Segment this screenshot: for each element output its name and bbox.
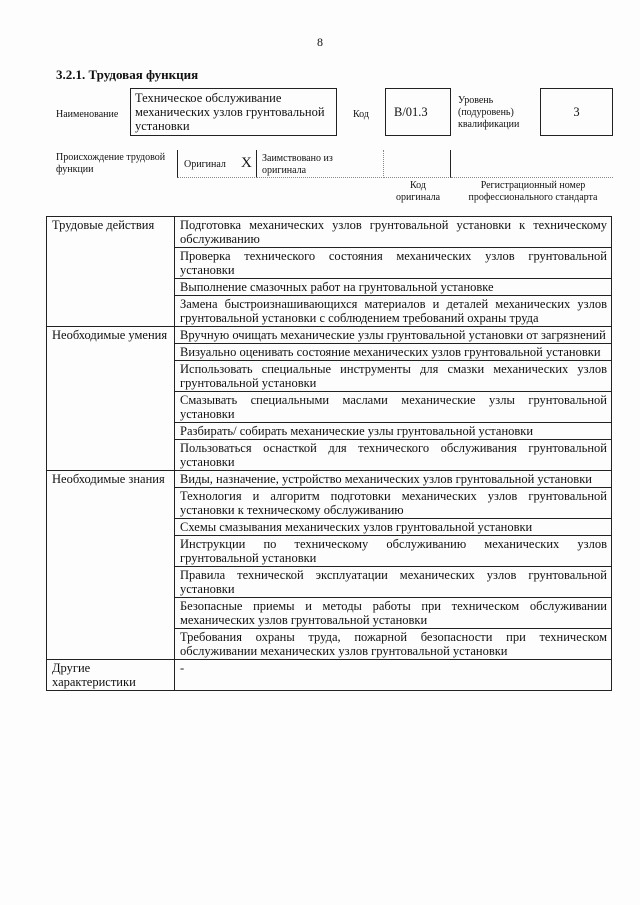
reg-caption: Регистрационный номер профессионального стандарта xyxy=(468,180,598,203)
level-value-box xyxy=(540,88,613,136)
original-mark: X xyxy=(241,155,252,171)
category-cell: Трудовые действия xyxy=(47,217,175,327)
name-value: Техническое обслуживание механических узлов грунтовальной установки xyxy=(135,91,325,133)
original-code-cell xyxy=(384,150,451,178)
item-cell: - xyxy=(175,660,612,691)
borrowed-cell xyxy=(256,150,384,178)
original-cell xyxy=(177,150,257,178)
original-label: Оригинал xyxy=(184,159,226,170)
item-cell: Выполнение смазочных работ на грунтовальной установке xyxy=(175,279,612,296)
category-cell: Необходимые знания xyxy=(47,471,175,660)
level-value: 3 xyxy=(573,105,580,119)
origin-label: Происхождение трудовой функции xyxy=(56,152,166,175)
item-cell: Инструкции по техническому обслуживанию механических узлов грунтовальной установки xyxy=(175,536,612,567)
item-cell: Использовать специальные инструменты для смазки механических узлов грунтовальной установки xyxy=(175,361,612,392)
item-cell: Схемы смазывания механических узлов грунтовальной установки xyxy=(175,519,612,536)
item-cell: Пользоваться оснасткой для технического обслуживания грунтовальной установки xyxy=(175,440,612,471)
item-cell: Замена быстроизнашивающихся материалов и деталей механических узлов грунтовальной установки с соблюдением требований охраны труда xyxy=(175,296,612,327)
table-row xyxy=(47,471,612,488)
item-cell: Визуально оценивать состояние механических узлов грунтовальной установки xyxy=(175,344,612,361)
code-value: B/01.3 xyxy=(394,105,428,119)
section-title: 3.2.1. Трудовая функция xyxy=(56,67,199,82)
borrowed-label: Заимствовано из оригинала xyxy=(262,153,333,176)
code-caption: Код оригинала xyxy=(395,180,441,203)
name-label: Наименование xyxy=(56,109,119,120)
item-cell: Правила технической эксплуатации механических узлов грунтовальной установки xyxy=(175,567,612,598)
code-label: Код xyxy=(353,109,369,120)
category-cell: Другие характеристики xyxy=(47,660,175,691)
item-cell: Проверка технического состояния механических узлов грунтовальной установки xyxy=(175,248,612,279)
labor-function-table xyxy=(46,216,612,691)
item-cell: Виды, назначение, устройство механических узлов грунтовальной установки xyxy=(175,471,612,488)
item-cell: Смазывать специальными маслами механические узлы грунтовальной установки xyxy=(175,392,612,423)
table-row xyxy=(47,217,612,248)
item-cell: Разбирать/ собирать механические узлы грунтовальной установки xyxy=(175,423,612,440)
page-number: 8 xyxy=(317,35,323,49)
code-value-box xyxy=(385,88,451,136)
origin-row xyxy=(177,150,613,177)
level-label: Уровень (подуровень) квалификации xyxy=(458,95,520,130)
table-row xyxy=(47,660,612,691)
item-cell: Технология и алгоритм подготовки механических узлов грунтовальной установки к техническому обслуживанию xyxy=(175,488,612,519)
item-cell: Требования охраны труда, пожарной безопасности при техническом обслуживании механических узлов грунтовальной установки xyxy=(175,629,612,660)
reg-number-cell xyxy=(451,150,613,178)
item-cell: Вручную очищать механические узлы грунтовальной установки от загрязнений xyxy=(175,327,612,344)
item-cell: Подготовка механических узлов грунтовальной установки к техническому обслуживанию xyxy=(175,217,612,248)
category-cell: Необходимые умения xyxy=(47,327,175,471)
table-row xyxy=(47,327,612,344)
item-cell: Безопасные приемы и методы работы при техническом обслуживании механических узлов грунтовальной установки xyxy=(175,598,612,629)
name-value-box xyxy=(130,88,337,136)
